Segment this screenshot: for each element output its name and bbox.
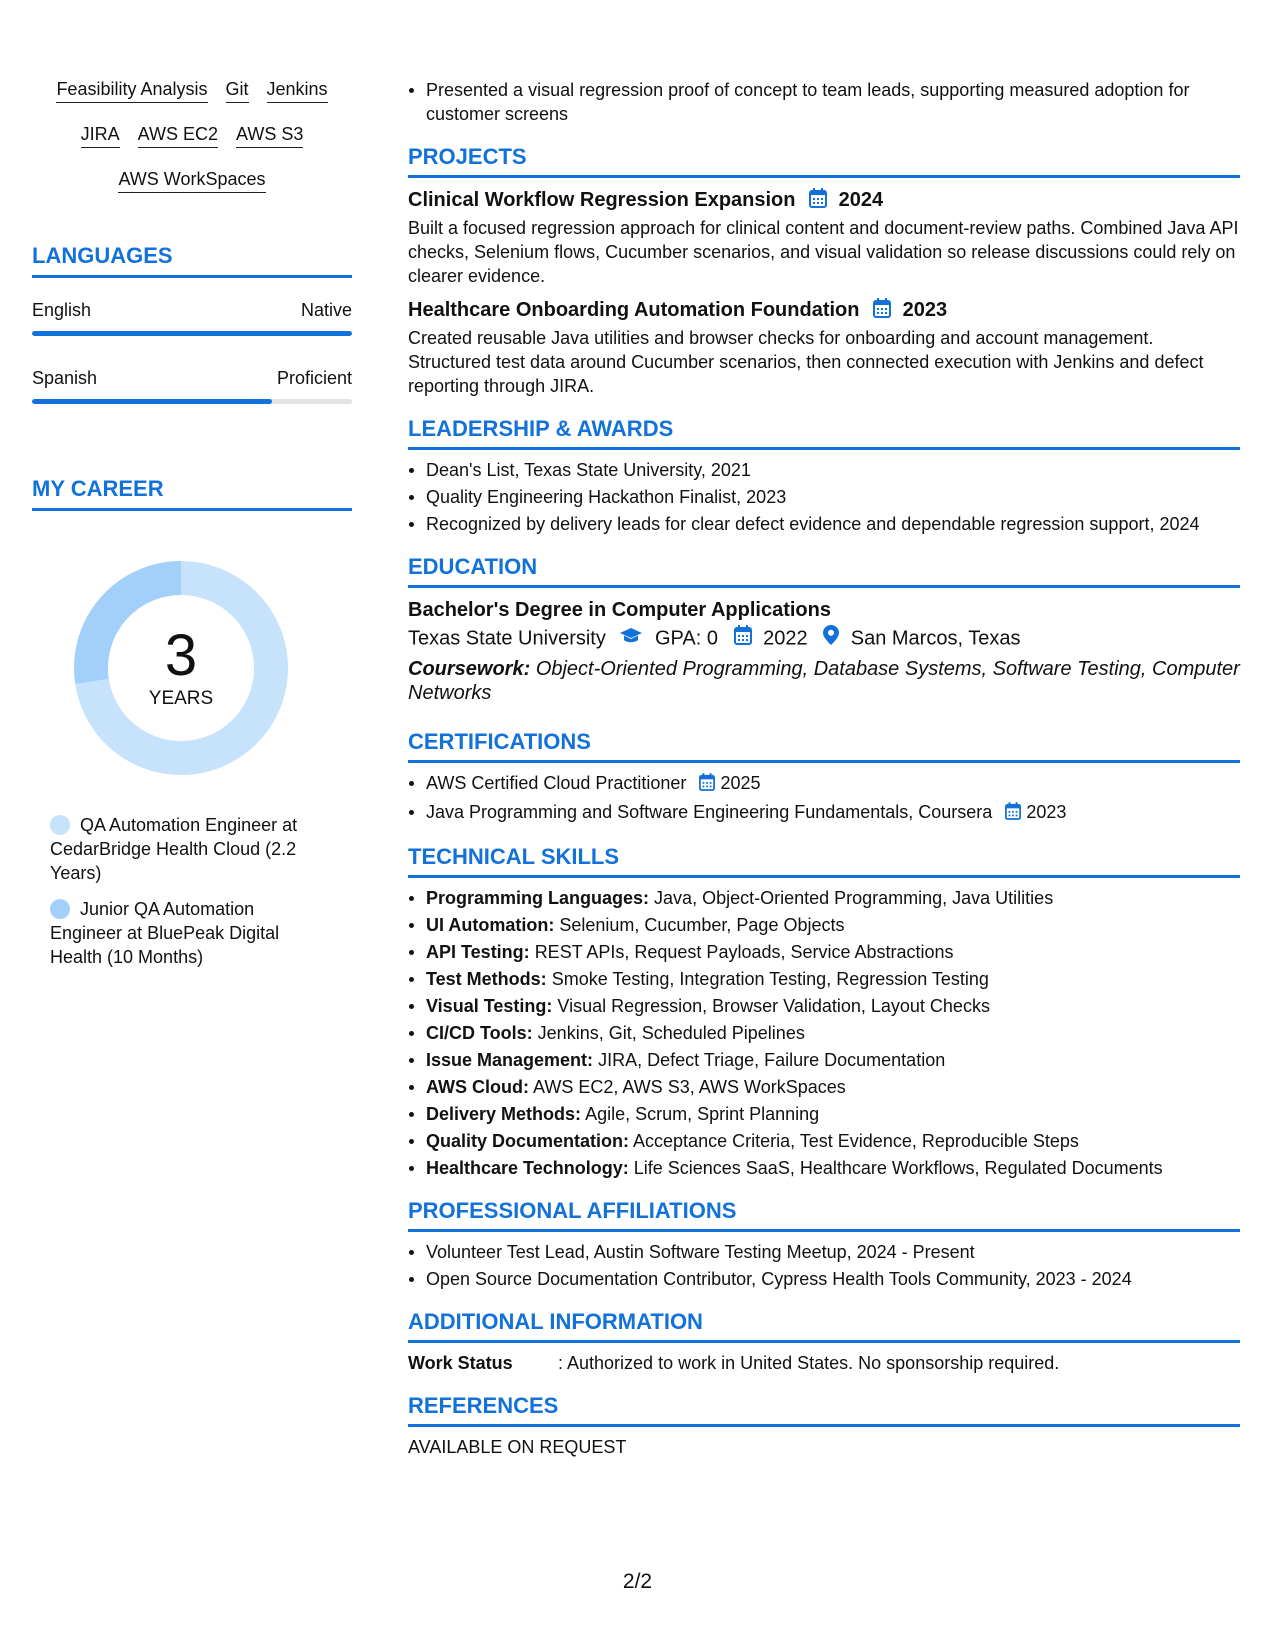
coursework-label: Coursework:: [408, 657, 531, 680]
list-item: [408, 1048, 1240, 1072]
skill-tag: Feasibility Analysis: [56, 78, 207, 103]
sidebar: [32, 78, 352, 981]
list-item: [408, 967, 1240, 991]
skill-tag: AWS EC2: [138, 123, 218, 148]
list-item: [408, 1021, 1240, 1045]
certifications-heading: CERTIFICATIONS: [408, 729, 1240, 763]
language-level: Native: [300, 300, 352, 320]
languages-section: [32, 243, 352, 404]
list-item: Recognized by delivery leads for clear defect evidence and dependable regression support, 2024: [408, 512, 1240, 536]
calendar-icon: [699, 773, 715, 797]
skill-value: Agile, Scrum, Sprint Planning: [585, 1103, 820, 1124]
education-details: [408, 624, 1240, 653]
cert-name: AWS Certified Cloud Practitioner: [426, 772, 687, 793]
project-item: [408, 186, 1240, 288]
list-item: [408, 913, 1240, 937]
language-level: Proficient: [276, 368, 352, 388]
graduation-cap-icon: [619, 628, 643, 650]
career-label: QA Automation Engineer at CedarBridge Health Cloud (2.2 Years): [50, 815, 298, 883]
coursework-value: Object-Oriented Programming, Database Systems, Software Testing, Computer Networks: [408, 657, 1240, 704]
list-item: [408, 1075, 1240, 1099]
projects-heading: PROJECTS: [408, 144, 1240, 178]
location-pin-icon: [823, 628, 839, 650]
language-name: English: [32, 300, 92, 320]
skill-value: Life Sciences SaaS, Healthcare Workflows, Regulated Documents: [633, 1157, 1163, 1178]
skill-tags: [32, 78, 352, 193]
list-item: Quality Engineering Hackathon Finalist, 2023: [408, 485, 1240, 509]
career-legend-item: [50, 897, 320, 969]
tag-row: [32, 168, 352, 193]
leadership-list: [408, 458, 1240, 536]
list-item: Open Source Documentation Contributor, Cypress Health Tools Community, 2023 - 2024: [408, 1267, 1240, 1291]
career-donut: [66, 553, 296, 783]
language-bar-fill: [32, 331, 352, 336]
language-row: [32, 300, 352, 321]
language-row: [32, 368, 352, 389]
skill-label: Issue Management:: [426, 1049, 594, 1070]
language-name: Spanish: [32, 368, 98, 388]
list-item: [408, 940, 1240, 964]
project-description: Built a focused regression approach for clinical content and document-review paths. Combined Java API checks, Selenium flows, Cucumber scenarios, and visual validation so release discussions could rely on clearer evidence.: [408, 218, 1239, 286]
list-item: [408, 800, 1240, 826]
career-legend-item: [50, 813, 320, 885]
career-legend: [32, 813, 352, 969]
list-item: [408, 1129, 1240, 1153]
cert-year: 2025: [720, 772, 761, 793]
project-title: Clinical Workflow Regression Expansion: [408, 189, 796, 211]
list-item: Dean's List, Texas State University, 2021: [408, 458, 1240, 482]
skill-value: Acceptance Criteria, Test Evidence, Reproducible Steps: [633, 1130, 1079, 1151]
skill-value: Java, Object-Oriented Programming, Java Utilities: [654, 887, 1054, 908]
calendar-icon: [1005, 802, 1021, 826]
project-title-row: [408, 186, 1240, 216]
career-years-unit: YEARS: [148, 688, 214, 709]
skill-label: Delivery Methods:: [426, 1103, 582, 1124]
page-number: 2/2: [622, 1570, 653, 1593]
school-location: San Marcos, Texas: [850, 627, 1021, 650]
language-bar: [32, 399, 352, 404]
legend-dot-icon: [50, 899, 70, 919]
languages-heading: LANGUAGES: [32, 243, 352, 278]
gpa: GPA: 0: [654, 627, 718, 650]
coursework: [408, 657, 1240, 705]
project-title-row: [408, 296, 1240, 326]
skill-label: Test Methods:: [426, 968, 547, 989]
skill-label: Visual Testing:: [426, 995, 553, 1016]
main-column: [408, 78, 1240, 1467]
career-section: [32, 476, 352, 969]
references-heading: REFERENCES: [408, 1393, 1240, 1427]
calendar-icon: [734, 628, 752, 650]
skill-value: Visual Regression, Browser Validation, Layout Checks: [557, 995, 990, 1016]
tag-row: [32, 123, 352, 148]
list-item: Presented a visual regression proof of concept to team leads, supporting measured adoption for customer screens: [408, 78, 1240, 126]
language-bar-fill: [32, 399, 272, 404]
project-item: [408, 296, 1240, 398]
list-item: [408, 1102, 1240, 1126]
legend-dot-icon: [50, 815, 70, 835]
skill-tag: Jenkins: [267, 78, 328, 103]
references-text: AVAILABLE ON REQUEST: [408, 1436, 627, 1457]
project-title: Healthcare Onboarding Automation Foundation: [408, 299, 860, 321]
affiliations-list: [408, 1240, 1240, 1291]
donut-center: [66, 553, 296, 783]
leadership-heading: LEADERSHIP & AWARDS: [408, 416, 1240, 450]
skill-tag: JIRA: [81, 123, 120, 148]
project-year: 2023: [902, 299, 948, 321]
skill-value: JIRA, Defect Triage, Failure Documentation: [598, 1049, 946, 1070]
education-heading: EDUCATION: [408, 554, 1240, 588]
skill-tag: AWS WorkSpaces: [118, 168, 265, 193]
degree-title: Bachelor's Degree in Computer Applications: [408, 599, 831, 621]
skill-label: Healthcare Technology:: [426, 1157, 629, 1178]
list-item: [408, 771, 1240, 797]
cert-name: Java Programming and Software Engineering Fundamentals, Coursera: [426, 801, 993, 822]
technical-skills-heading: TECHNICAL SKILLS: [408, 844, 1240, 878]
certifications-list: [408, 771, 1240, 826]
school-name: Texas State University: [408, 627, 606, 650]
skill-label: API Testing:: [426, 941, 530, 962]
career-label: Junior QA Automation Engineer at BluePeak Digital Health (10 Months): [50, 899, 280, 967]
calendar-icon: [809, 188, 827, 216]
skill-value: Smoke Testing, Integration Testing, Regression Testing: [551, 968, 989, 989]
work-status-label: Work Status: [408, 1352, 513, 1373]
skill-value: Jenkins, Git, Scheduled Pipelines: [537, 1022, 805, 1043]
skill-value: AWS EC2, AWS S3, AWS WorkSpaces: [533, 1076, 846, 1097]
graduation-year: 2022: [763, 627, 808, 650]
tag-row: [32, 78, 352, 103]
skill-label: Quality Documentation:: [426, 1130, 630, 1151]
skill-value: REST APIs, Request Payloads, Service Abstractions: [534, 941, 954, 962]
calendar-icon: [873, 298, 891, 326]
technical-skills-list: [408, 886, 1240, 1180]
affiliations-heading: PROFESSIONAL AFFILIATIONS: [408, 1198, 1240, 1232]
work-status-row: [408, 1351, 1240, 1375]
career-heading: MY CAREER: [32, 476, 352, 511]
skill-value: Selenium, Cucumber, Page Objects: [559, 914, 845, 935]
project-description: Created reusable Java utilities and browser checks for onboarding and account management. Structured test data around Cucumber scenarios, then connected execution with Jenkins and defect reporting through JIRA.: [408, 328, 1204, 396]
skill-tag: AWS S3: [236, 123, 303, 148]
list-item: [408, 1156, 1240, 1180]
list-item: Volunteer Test Lead, Austin Software Testing Meetup, 2024 - Present: [408, 1240, 1240, 1264]
skill-label: Programming Languages:: [426, 887, 650, 908]
list-item: [408, 994, 1240, 1018]
language-bar: [32, 331, 352, 336]
experience-bullets: [408, 78, 1240, 126]
career-years-number: 3: [164, 623, 198, 688]
cert-year: 2023: [1026, 801, 1067, 822]
skill-label: UI Automation:: [426, 914, 555, 935]
work-status-value: : Authorized to work in United States. No sponsorship required.: [558, 1352, 1060, 1373]
list-item: [408, 886, 1240, 910]
skill-label: AWS Cloud:: [426, 1076, 529, 1097]
additional-info-heading: ADDITIONAL INFORMATION: [408, 1309, 1240, 1343]
project-year: 2024: [838, 189, 884, 211]
skill-label: CI/CD Tools:: [426, 1022, 533, 1043]
skill-tag: Git: [226, 78, 249, 103]
